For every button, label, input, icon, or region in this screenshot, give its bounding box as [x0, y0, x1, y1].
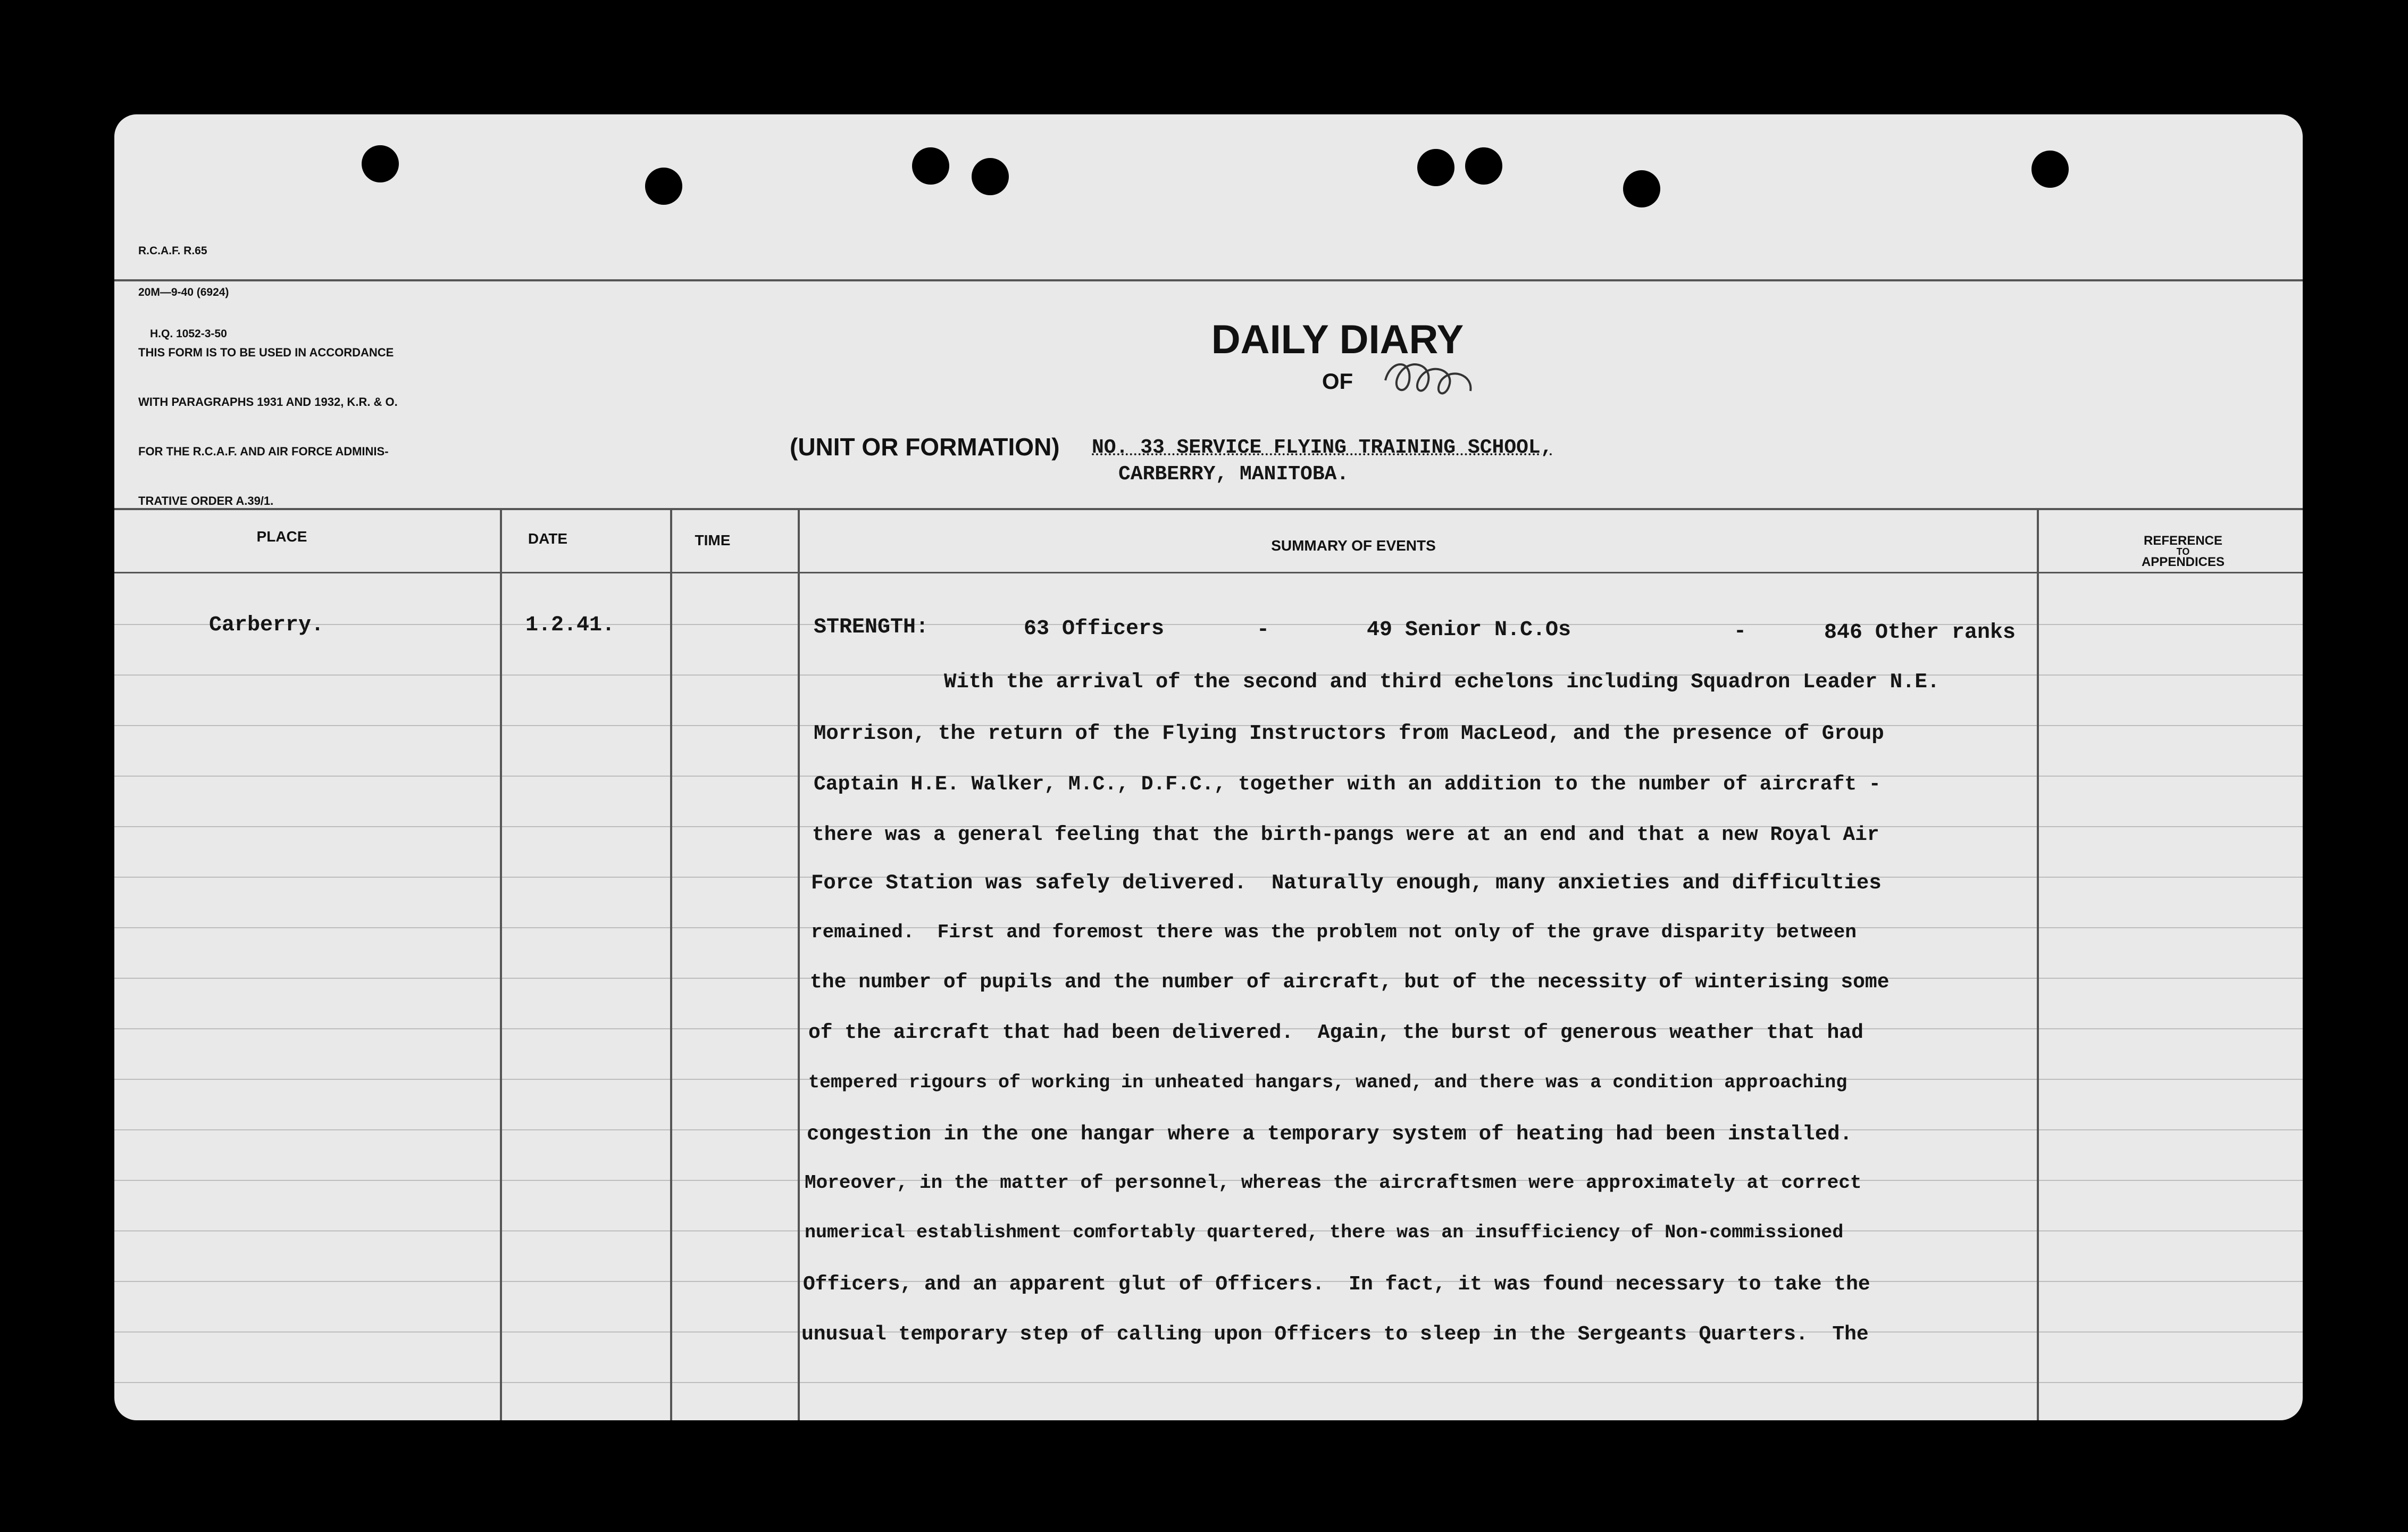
strength-other: 846 Other ranks [1824, 621, 2016, 645]
strength-label: STRENGTH: [814, 615, 929, 639]
summary-line: Force Station was safely delivered. Naturally enough, many anxieties and difficulties [811, 871, 1882, 895]
summary-line: numerical establishment comfortably quartered, there was an insufficiency of Non-commissioned [805, 1222, 1844, 1243]
strength-officers: 63 Officers [1024, 617, 1165, 641]
punch-hole [1417, 149, 1454, 186]
handwritten-mark [1380, 348, 1486, 407]
entry-date: 1.2.41. [525, 613, 615, 637]
summary-line: Morrison, the return of the Flying Instructors from MacLeod, and the presence of Group [814, 722, 1884, 745]
strength-sep-1: - [1257, 618, 1270, 642]
punch-hole [912, 147, 949, 185]
punch-hole [1623, 170, 1660, 207]
punch-hole [1465, 147, 1502, 185]
punch-hole [972, 158, 1009, 195]
summary-line: Officers, and an apparent glut of Officers. In fact, it was found necessary to take the [803, 1273, 1870, 1296]
punch-hole [362, 145, 399, 182]
column-rule [798, 508, 800, 1420]
summary-line: the number of pupils and the number of aircraft, but of the necessity of winterising some [810, 971, 1889, 994]
col-time: TIME [695, 532, 731, 548]
strength-nco: 49 Senior N.C.Os [1367, 618, 1571, 642]
column-header-rule [114, 572, 2303, 573]
form-code: R.C.A.F. R.65 20M—9-40 (6924) H.Q. 1052-3-50 [138, 245, 229, 340]
unit-formation-label: (UNIT OR FORMATION) [790, 433, 1060, 461]
summary-line: there was a general feeling that the birth-pangs were at an end and that a new Royal Air [812, 823, 1879, 846]
entry-place: Carberry. [209, 613, 324, 637]
punch-hole [2031, 151, 2069, 188]
col-place: PLACE [256, 528, 307, 545]
summary-line: Moreover, in the matter of personnel, whereas the aircraftsmen were approximately at correct [805, 1172, 1862, 1194]
col-date: DATE [528, 530, 568, 547]
header-rule [114, 508, 2303, 510]
col-summary: SUMMARY OF EVENTS [1271, 537, 1436, 554]
unit-name-line2: CARBERRY, MANITOBA. [1118, 463, 1349, 486]
top-rule [114, 279, 2303, 281]
page-title: DAILY DIARY [1211, 317, 1464, 362]
form-instructions: THIS FORM IS TO BE USED IN ACCORDANCE WITH PARAGRAPHS 1931 AND 1932, K.R. & O. FOR THE R.C.A.F. AND AIR FORCE ADMINIS- TRATIVE ORDER A.39/1. [138, 346, 398, 507]
column-rule [2037, 508, 2039, 1420]
strength-sep-2: - [1734, 620, 1747, 644]
diary-card [114, 114, 2303, 1420]
column-rule [500, 508, 502, 1420]
unit-name-line1: NO. 33 SERVICE FLYING TRAINING SCHOOL, [1092, 436, 1553, 459]
summary-line: tempered rigours of working in unheated hangars, waned, and there was a condition approaching [808, 1072, 1847, 1093]
col-reference: REFERENCE TO APPENDICES [2141, 534, 2225, 569]
summary-line: remained. First and foremost there was the problem not only of the grave disparity between [811, 921, 1857, 943]
punch-hole [645, 168, 682, 205]
summary-line: of the aircraft that had been delivered. Again, the burst of generous weather that had [808, 1021, 1863, 1044]
title-of: OF [1322, 369, 1353, 394]
column-rule [670, 508, 672, 1420]
summary-line: unusual temporary step of calling upon Officers to sleep in the Sergeants Quarters. The [801, 1323, 1869, 1346]
summary-line: With the arrival of the second and third echelons including Squadron Leader N.E. [944, 670, 1940, 694]
summary-line: Captain H.E. Walker, M.C., D.F.C., together with an addition to the number of aircraft - [814, 773, 1881, 796]
summary-line: congestion in the one hangar where a temporary system of heating had been installed. [807, 1122, 1852, 1146]
